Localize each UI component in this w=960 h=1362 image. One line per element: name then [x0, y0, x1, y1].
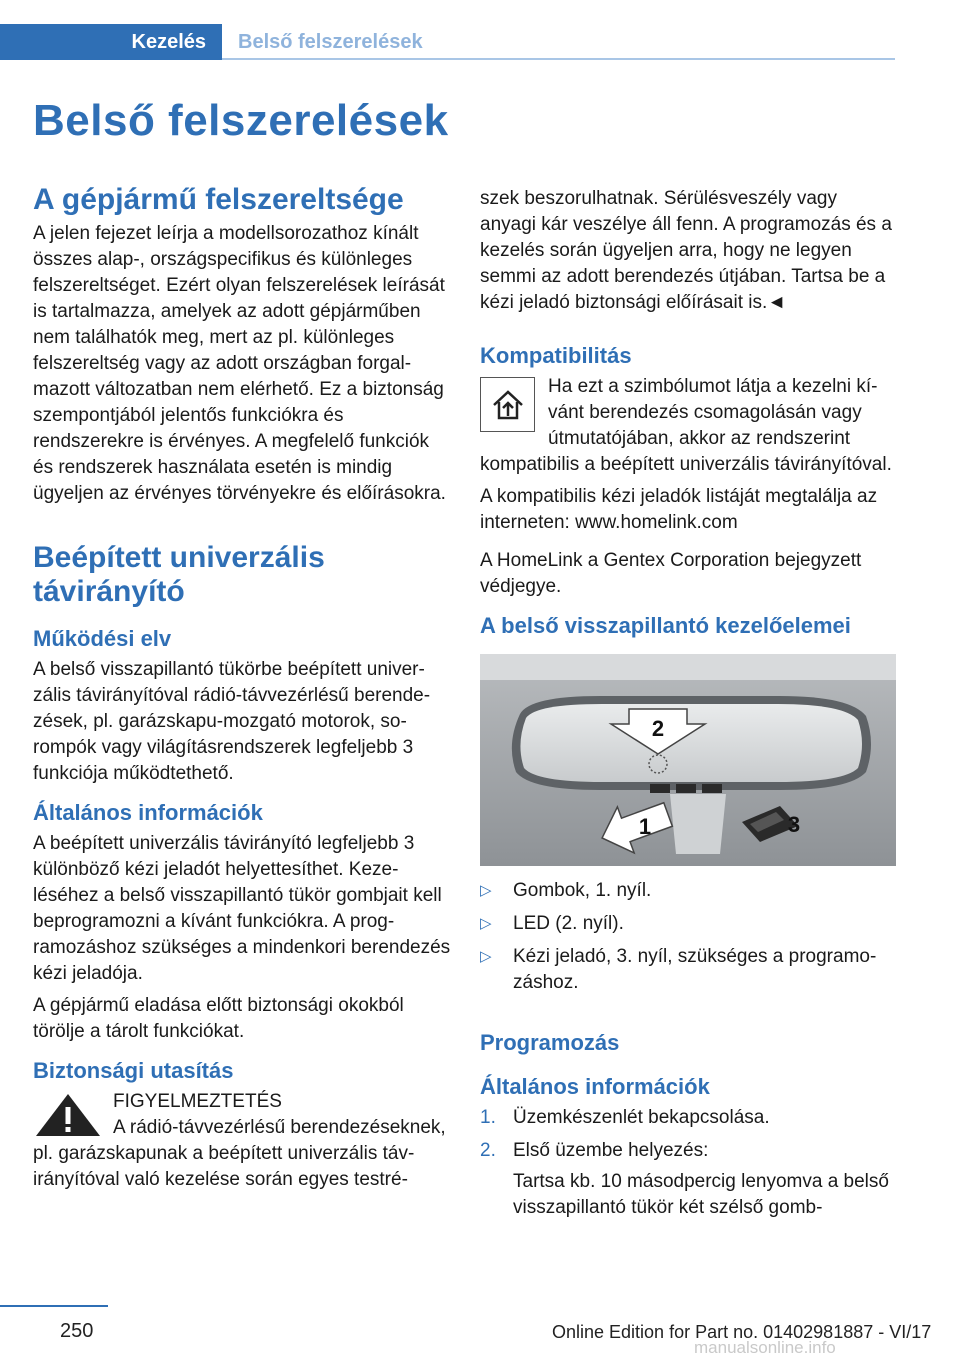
page-number: 250: [60, 1320, 94, 1342]
section-title-felszereltseg: A gépjármű felszereltsége: [33, 183, 404, 216]
bullet-item: [480, 878, 896, 904]
watermark: manualsonline.info: [694, 1338, 836, 1357]
section-text-felszereltseg: A jelen fejezet leírja a modellsorozathoz kínált összes alap-, országspecifikus és különleges felszereltséget. Ezért olyan felszerelések leírását is tartalmazza, amelyek az adott gépjárműben nem találhatók meg, mert az pl. különleges felszereltség vagy az adott országban forgalmazott változatban nem elérhető. Ez a biztonság szempontjából jelentős funkciókra és rendszerekre is érvényes. A megfelelő funkciók és rendszerek használata esetén is mindig ügyeljen az érvényes törvényekre és előírásokra.: [33, 223, 446, 504]
subsection-title-prog-altalanos: Általános információk: [480, 1074, 710, 1099]
figure-label-3: 3: [787, 812, 801, 837]
step-number: 2.: [480, 1140, 496, 1161]
step-text: Első üzembe helyezés:: [513, 1140, 709, 1161]
warning-triangle-icon: [33, 1091, 103, 1139]
compat-text-3: A HomeLink a Gentex Corporation bejegyzett védjegye.: [480, 550, 862, 597]
warning-block: [33, 1089, 453, 1141]
figure-label-2: 2: [651, 716, 665, 741]
triangle-bullet-icon: ▷: [480, 882, 492, 899]
homelink-icon: [480, 377, 535, 432]
compat-text-a: Ha ezt a szimbólumot látja a kezelni kívánt berendezés csomagolásán vagy útmutatójában, akkor az rendszerint: [548, 376, 878, 449]
compat-text-2: A kompatibilis kézi jeladók listáját megtalálja az interneten: www.homelink.com: [480, 486, 878, 533]
tab-divider: [222, 58, 895, 60]
tab-kezeles-label: Kezelés: [131, 30, 206, 53]
warning-label: FIGYELMEZTETÉS: [113, 1091, 282, 1112]
programming-steps: [480, 1105, 896, 1164]
subsection-title-biztonsagi: Biztonsági utasítás: [33, 1058, 234, 1083]
section-title-programozas: Programozás: [480, 1030, 620, 1055]
section-title-mirror-controls: A belső visszapillantó kezelőelemei: [480, 613, 851, 638]
bullet-text: LED (2. nyíl).: [513, 913, 624, 934]
step-item: [480, 1105, 896, 1131]
warning-text-a: A rádió-távvezérlésű berendezéseknek,: [113, 1117, 446, 1138]
subsection-text-altalanos-1: A beépített univerzális távirányító legfeljebb 3 különböző kézi jeladót helyettesíthet. Kezeléséhez a belső visszapillantó tükör gombjait kell beprogramozni a kívánt funkciókra. A programozáshoz szükséges a mindenkori berendezés kézi jeladója.: [33, 833, 451, 984]
section-title-kompatibilitas: Kompatibilitás: [480, 343, 632, 368]
edition-text: Online Edition for Part no. 01402981887 - VI/17: [552, 1322, 932, 1342]
header-tabbar: [0, 24, 895, 60]
page-title: Belső felszerelések: [33, 96, 449, 145]
step-item: [480, 1138, 896, 1164]
tab-belso-felszerelesek[interactable]: [238, 24, 423, 60]
figure-label-1: 1: [638, 814, 652, 839]
mirror-figure: [480, 654, 896, 866]
mirror-bullet-list: [480, 878, 896, 996]
step-2-detail: Tartsa kb. 10 másodpercig lenyomva a belső visszapillantó tükör két szélső gomb-: [513, 1171, 889, 1218]
bullet-item: [480, 944, 896, 996]
step-number: 1.: [480, 1107, 496, 1128]
warning-text-b: pl. garázskapunak a beépített univerzális távirányítóval való kezelése során egyes testré-: [33, 1143, 415, 1190]
subsection-title-altalanos: Általános információk: [33, 800, 263, 825]
left-column: [33, 183, 453, 1193]
triangle-bullet-icon: ▷: [480, 915, 492, 932]
footer-rule: [0, 1305, 108, 1307]
tab-belso-label: Belső felszerelések: [238, 30, 423, 53]
right-column: [480, 186, 896, 1221]
compat-block: [480, 374, 896, 452]
section-title-taviranyito: Beépített univerzális távirányító: [33, 541, 325, 608]
subsection-text-altalanos-2: A gépjármű eladása előtt biztonsági okokból törölje a tárolt funkciókat.: [33, 995, 404, 1042]
subsection-text-mukodesi-elv: A belső visszapillantó tükörbe beépített univerzális távirányítóval rádió-távvezérlésű berendezések, pl. garázskapu-mozgató motorok, sorompók vagy világításrendszerek legfeljebb 3 funkciója működtethető.: [33, 659, 431, 784]
triangle-bullet-icon: ▷: [480, 948, 492, 965]
mirror-illustration: [480, 654, 896, 866]
tab-kezeles[interactable]: [0, 24, 222, 60]
bullet-text: Kézi jeladó, 3. nyíl, szükséges a programozáshoz.: [513, 946, 877, 993]
subsection-title-mukodesi-elv: Működési elv: [33, 626, 172, 651]
bullet-item: [480, 911, 896, 937]
warning-continuation: szek beszorulhatnak. Sérülésveszély vagy anyagi kár veszélye áll fenn. A programozás és a kezelés során ügyeljen arra, hogy ne legyen semmi az adott berendezés útjában. Tartsa be a kézi jeladó biztonsági előírásait is.◄: [480, 188, 892, 313]
compat-text-b: kompatibilis a beépített univerzális távirányítóval.: [480, 454, 892, 475]
bullet-text: Gombok, 1. nyíl.: [513, 880, 652, 901]
step-text: Üzemkészenlét bekapcsolása.: [513, 1107, 770, 1128]
